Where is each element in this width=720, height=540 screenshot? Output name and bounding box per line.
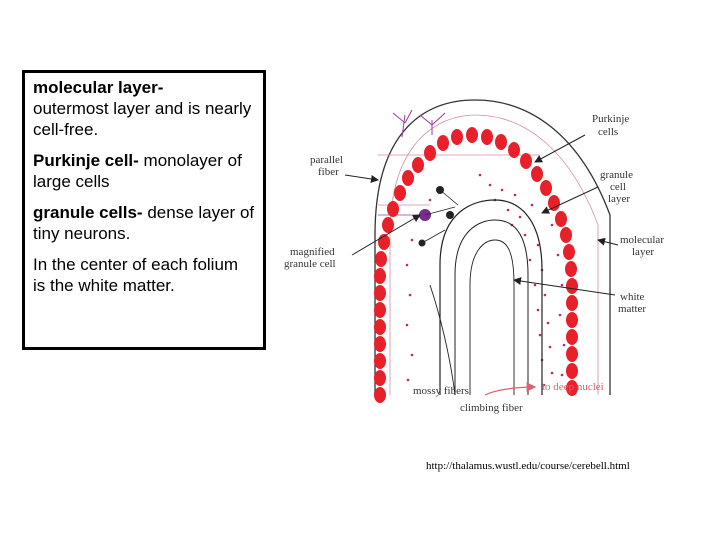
purkinje-arrow bbox=[535, 135, 585, 162]
magnified-granule-cells bbox=[419, 186, 459, 247]
purkinje-dendrite bbox=[393, 110, 445, 137]
label-climbing-fiber: climbing fiber bbox=[460, 402, 523, 414]
purkinje-cell-paragraph bbox=[33, 150, 255, 192]
label-white-matter: white matter bbox=[618, 291, 647, 315]
mossy-fiber bbox=[430, 285, 455, 395]
molecular-layer-paragraph bbox=[33, 77, 255, 140]
description-textbox bbox=[22, 70, 266, 350]
label-purkinje: Purkinje cells bbox=[592, 113, 630, 138]
granule-cells-desc: dense layer of tiny neurons. bbox=[33, 203, 255, 243]
white-matter-paragraph: In the center of each folium is the white matter. bbox=[33, 255, 239, 295]
label-granule-cell-layer: granule cell layer bbox=[600, 169, 633, 205]
white-matter-arrow bbox=[514, 280, 615, 295]
label-magnified-granule-cell: magnified granule cell bbox=[284, 246, 336, 270]
granule-layer-dots bbox=[406, 174, 566, 387]
label-parallel-fiber: parallel fiber bbox=[310, 154, 343, 178]
label-deep-nuclei: to deep nuclei bbox=[542, 381, 604, 393]
parallel-fiber-arrow bbox=[345, 175, 378, 180]
cerebellar-folium-diagram bbox=[280, 95, 680, 425]
white-matter-inner bbox=[455, 220, 528, 395]
molecular-layer-arrow bbox=[598, 240, 618, 245]
purkinje-cell-term: Purkinje cell- bbox=[33, 151, 139, 170]
granule-cells-term: granule cells- bbox=[33, 203, 143, 222]
molecular-layer-term: molecular layer- bbox=[33, 78, 164, 97]
molecular-layer-desc: outermost layer and is nearly cell-free. bbox=[33, 99, 252, 139]
label-molecular-layer: molecular layer bbox=[620, 234, 664, 258]
purkinje-cell-desc: monolayer of large cells bbox=[33, 151, 242, 191]
granule-cells-paragraph bbox=[33, 202, 255, 244]
purkinje-cells bbox=[374, 127, 578, 403]
label-mossy-fibers: mossy fibers bbox=[413, 385, 469, 397]
source-url: http://thalamus.wustl.edu/course/cerebell.html bbox=[426, 460, 630, 472]
white-matter-core bbox=[470, 240, 514, 395]
